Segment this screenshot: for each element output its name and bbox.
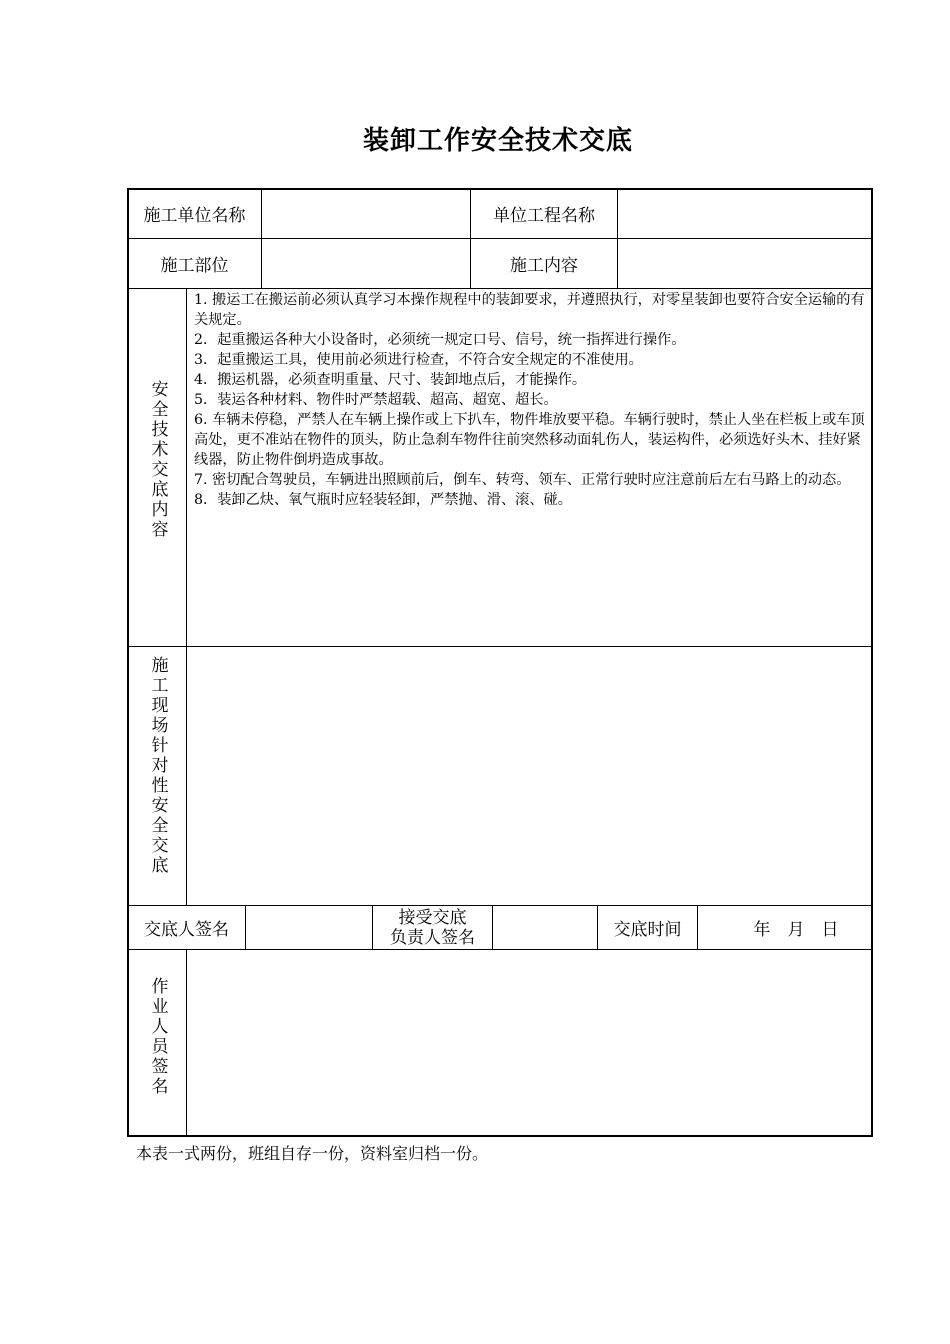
label-handover-time: 交底时间: [613, 920, 682, 940]
page-title: 装卸工作安全技术交底: [362, 126, 633, 156]
row-divider: [128, 288, 872, 289]
safety-item: 1. 搬运工在搬运前必须认真学习本操作规程中的装卸要求，并遵照执行，对零星装卸也要符合安全运输的有关规定。: [194, 292, 865, 328]
safety-content-list: [194, 290, 870, 510]
input-worker-signatures[interactable]: [187, 950, 872, 1136]
safety-item: 6. 车辆未停稳，严禁人在车辆上操作或上下扒车，物件堆放要平稳。车辆行驶时，禁止人坐在栏板上或车顶高处，更不准站在物件的顶头，防止急刹车物件往前突然移动面轧伤人，装运构件，必须选好头木、挂好紧线器，防止物件倒坍造成事故。: [194, 412, 865, 468]
safety-item: 5．装运各种材料、物件时严禁超载、超高、超宽、超长。: [194, 392, 558, 408]
safety-item: 2．起重搬运各种大小设备时，必须统一规定口号、信号，统一指挥进行操作。: [194, 332, 686, 348]
label-receiver-signature: 接受交底 负责人签名: [390, 907, 475, 948]
label-construction-content: 施工内容: [510, 256, 578, 276]
input-receiver-signature[interactable]: [493, 906, 597, 949]
input-project-name[interactable]: [618, 189, 872, 238]
label-project-name: 单位工程名称: [493, 206, 595, 226]
label-construction-unit: 施工单位名称: [143, 206, 246, 226]
label-safety-content: 安全技术交底内容: [147, 380, 168, 540]
label-worker-signature: 作业人员签名: [147, 977, 168, 1097]
label-giver-signature: 交底人签名: [144, 920, 229, 940]
label-site-safety: 施工现场针对性安全交底: [147, 656, 168, 876]
safety-item: 7. 密切配合驾驶员，车辆进出照顾前后，倒车、转弯、领车、正常行驶时应注意前后左右马路上的动态。: [194, 472, 851, 488]
safety-item: 8．装卸乙炔、氧气瓶时应轻装轻卸，严禁抛、滑、滚、碰。: [194, 492, 572, 508]
label-construction-location: 施工部位: [160, 256, 229, 276]
footnote: 本表一式两份，班组自存一份，资料室归档一份。: [136, 1144, 489, 1163]
input-giver-signature[interactable]: [246, 906, 372, 949]
input-construction-content[interactable]: [618, 239, 872, 288]
safety-item: 4．搬运机器，必须查明重量、尺寸、装卸地点后，才能操作。: [194, 372, 587, 388]
input-construction-unit[interactable]: [262, 189, 470, 238]
input-handover-date[interactable]: 年 月 日: [753, 920, 839, 940]
input-site-safety[interactable]: [187, 647, 872, 905]
input-construction-location[interactable]: [262, 239, 470, 288]
safety-item: 3．起重搬运工具，使用前必须进行检查，不符合安全规定的不准使用。: [194, 352, 643, 368]
